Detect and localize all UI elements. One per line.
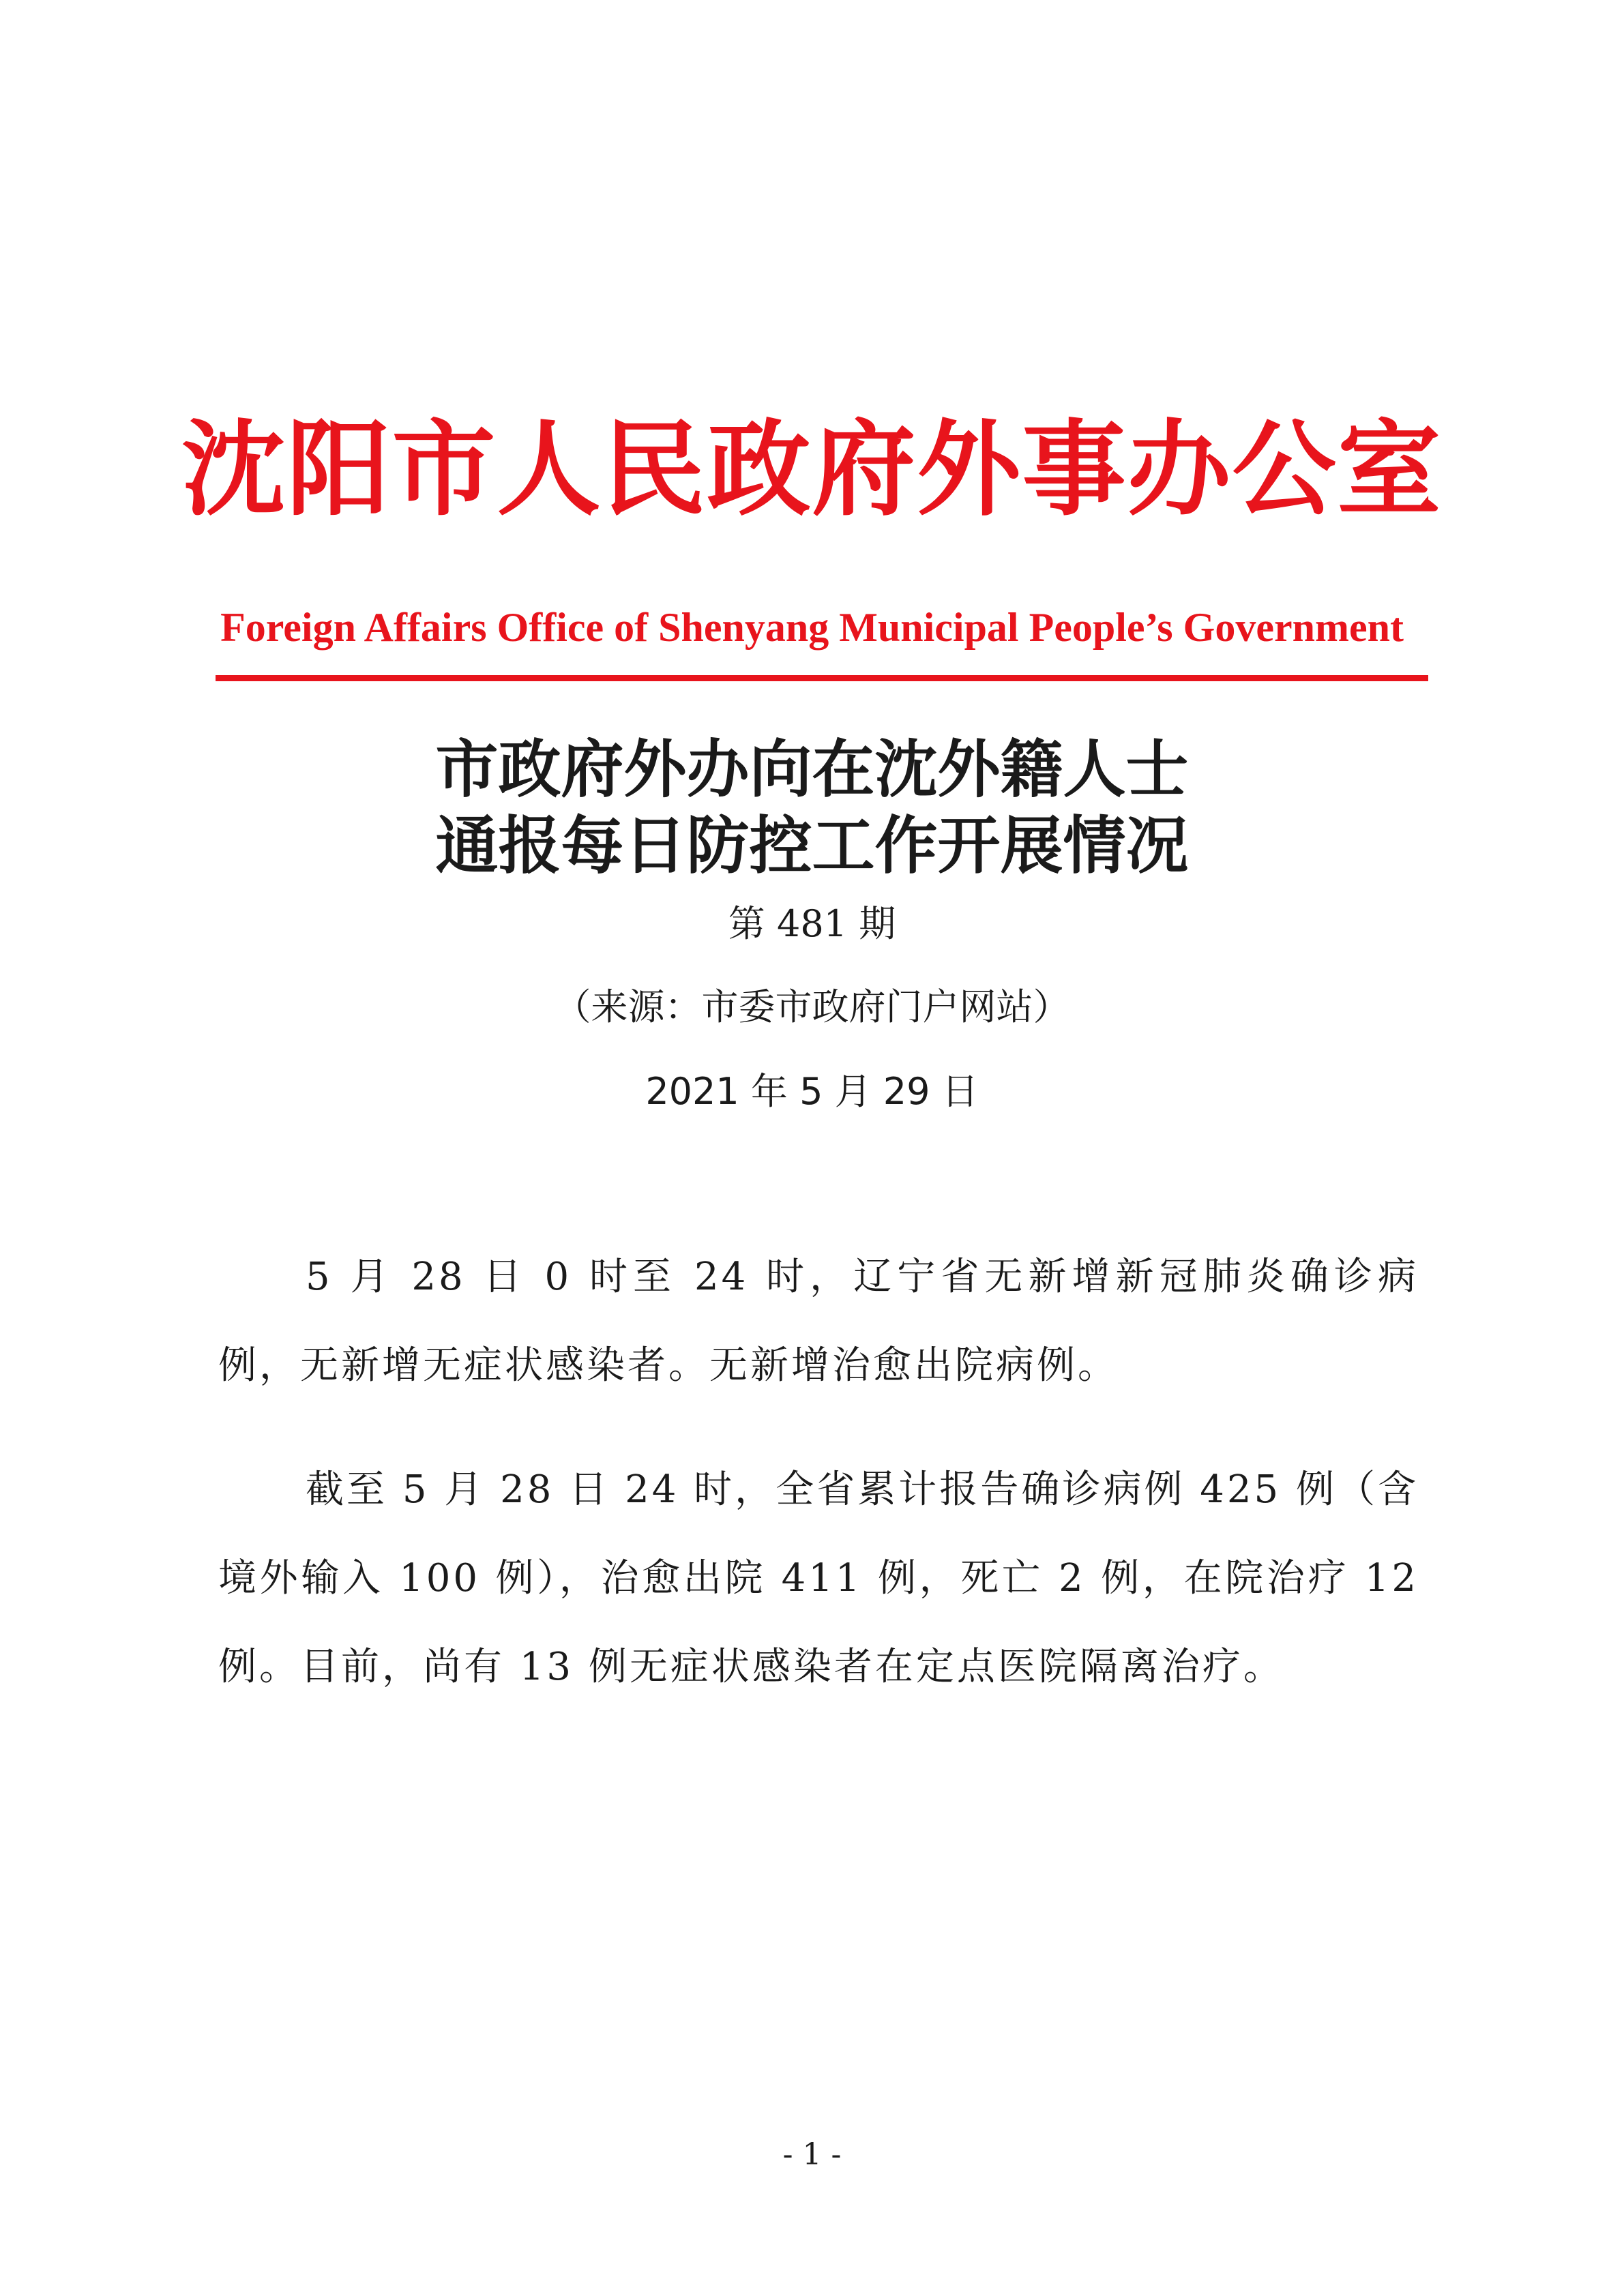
header-red-rule <box>216 675 1428 681</box>
body-paragraph-1 <box>218 1233 1419 1410</box>
paragraph-text: 5 月 28 日 0 时至 24 时，辽宁省无新增新冠肺炎确诊病例，无新增无症状感染者。无新增治愈出院病例。 <box>218 1255 1419 1388</box>
page-number: - 1 - <box>782 2137 842 2172</box>
org-name-english: Foreign Affairs Office of Shenyang Municipal People’s Government <box>220 605 1404 650</box>
paragraph-text: 截至 5 月 28 日 24 时，全省累计报告确诊病例 425 例（含境外输入 100 例），治愈出院 411 例，死亡 2 例，在院治疗 12 例。目前，尚有 13 例无症状感染者在定点医院隔离治疗。 <box>218 1467 1419 1689</box>
source-note: （来源：市委市政府门户网站） <box>554 985 1070 1028</box>
issue-number: 第 481 期 <box>728 902 896 945</box>
org-name-chinese: 沈阳市人民政府外事办公室 <box>181 408 1443 530</box>
document-title-line-2: 通报每日防控工作开展情况 <box>435 809 1189 882</box>
publish-date: 2021 年 5 月 29 日 <box>645 1070 979 1113</box>
body-paragraph-2 <box>218 1446 1419 1712</box>
document-title-line-1: 市政府外办向在沈外籍人士 <box>435 732 1189 806</box>
